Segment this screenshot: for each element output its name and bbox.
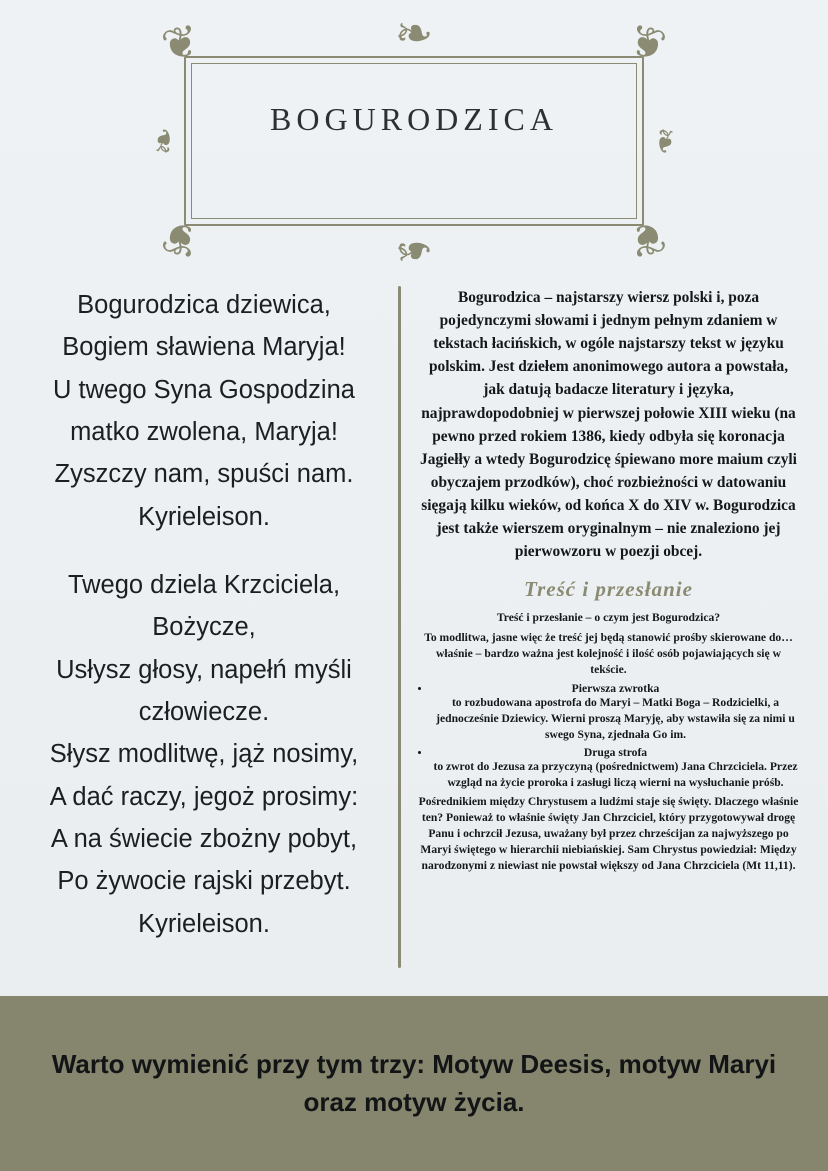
column-divider	[398, 286, 401, 968]
poem-line: Kyrieleison.	[138, 909, 270, 938]
poster-header	[0, 0, 828, 277]
poem-line: Słysz modlitwę, jąż nosimy,	[49, 740, 359, 769]
poem-line: U twego Syna Gospodzina	[53, 375, 355, 404]
poem-line: A na świecie zbożny pobyt,	[50, 824, 358, 853]
page-title: bogurodzica	[270, 89, 558, 140]
frame-inner-border	[191, 63, 637, 219]
floral-flourish-icon: ❦	[157, 15, 204, 72]
ornamental-frame	[145, 7, 683, 277]
body-columns	[0, 272, 828, 990]
floral-flourish-icon: ❧	[145, 126, 184, 156]
intro-paragraph: Bogurodzica – najstarszy wiersz polski i, poza pojedynczymi słowami i jednym pełnym zdaniem w tekstach łacińskich, w ogóle najstarszy tekst w języku polskim. Jest dziełem anonimowego autora a powstała, jak datują badacze literatury i języka, najprawdopodobniej w pierwszej połowie XIII wieku (na pewno przed rokiem 1386, kiedy odbyła się koronacja Jagiełły a wtedy Bogurodzicę śpiewano more maium czyli obyczajem przodków), choć rozbieżności w datowaniu sięgają kilku wieków, od końca X do XIV w. Bogurodzica jest także wierszem oryginalnym – nie znaleziono jej pierwowzoru w poezji obcej.	[420, 289, 797, 561]
poem-line: człowiecze.	[138, 697, 270, 726]
poem-line: Po żywocie rajski przebyt.	[57, 867, 351, 896]
poem-stanza	[18, 564, 390, 945]
floral-flourish-icon: ❦	[624, 210, 671, 267]
bullet-title: • Pierwsza zwrotka	[571, 682, 660, 696]
floral-flourish-icon: ❧	[394, 7, 434, 59]
section-heading: Treść i przesłanie	[524, 577, 693, 602]
footer-text: Warto wymienić przy tym trzy: Motyw Deesis, motyw Maryi oraz motyw życia.	[51, 1048, 777, 1117]
poem-text	[18, 284, 390, 945]
poem-line: Zyszczy nam, spuści nam.	[54, 460, 354, 489]
floral-flourish-icon: ❧	[394, 225, 434, 277]
bullet-text: to rozbudowana apostrofa do Maryi – Matki Boga – Rodzicielki, a jednocześnie Dziewicy. Wierni proszą Maryję, aby wstawiła się za nimi u swego Syna, zjednała Go im.	[436, 696, 795, 742]
poem-column	[18, 272, 390, 990]
list-item	[431, 682, 800, 743]
closing-text: Pośrednikiem między Chrystusem a ludźmi staje się święty. Dlaczego właśnie ten? Ponieważ to właśnie święty Jan Chrzciciel, który przygotowywał drogę Panu i ochrzcił Jezusa, uważany był przez chrześcijan za najwyższego po Maryi świętego w hierarchii niebiańskiej. Sam Chrystus powiedział: Między narodzonymi z niewiast nie powstał większy od Jana Chrzciciela (Mt 11,11).	[418, 795, 799, 873]
commentary-bullet-list	[417, 682, 800, 791]
poem-line: Kyrieleison.	[138, 502, 270, 531]
floral-flourish-icon: ❧	[644, 126, 683, 156]
poem-line: A dać raczy, jegoż prosimy:	[49, 782, 359, 811]
poem-line: Bogurodzica dziewica,	[77, 291, 331, 319]
poem-line: matko zwolena, Maryja!	[70, 417, 338, 446]
footer-banner	[0, 996, 828, 1171]
list-item	[431, 746, 800, 791]
poem-line: Bożycze,	[152, 613, 256, 642]
commentary-column	[417, 272, 810, 990]
floral-flourish-icon: ❦	[624, 15, 671, 72]
poem-line: Bogiem sławiena Maryja!	[62, 333, 346, 362]
poem-line: Twego dziela Krzciciela,	[67, 570, 341, 599]
floral-flourish-icon: ❦	[157, 210, 204, 267]
lead-question: Treść i przesłanie – o czym jest Bogurodzica?	[496, 611, 721, 625]
lead-text: To modlitwa, jasne więc że treść jej będą stanowić prośby skierowane do… właśnie – bardzo ważna jest kolejność i ilość osób pojawiających się w tekście.	[424, 631, 793, 677]
poem-stanza	[18, 284, 390, 538]
poem-line: Usłysz głosy, napełń myśli	[56, 655, 352, 684]
bullet-text: to zwrot do Jezusa za przyczyną (pośrednictwem) Jana Chrzciciela. Przez wzgląd na życie proroka i zasługi liczą wierni na wysłuchanie próśb.	[433, 760, 798, 790]
bullet-title: • Druga strofa	[583, 746, 648, 760]
